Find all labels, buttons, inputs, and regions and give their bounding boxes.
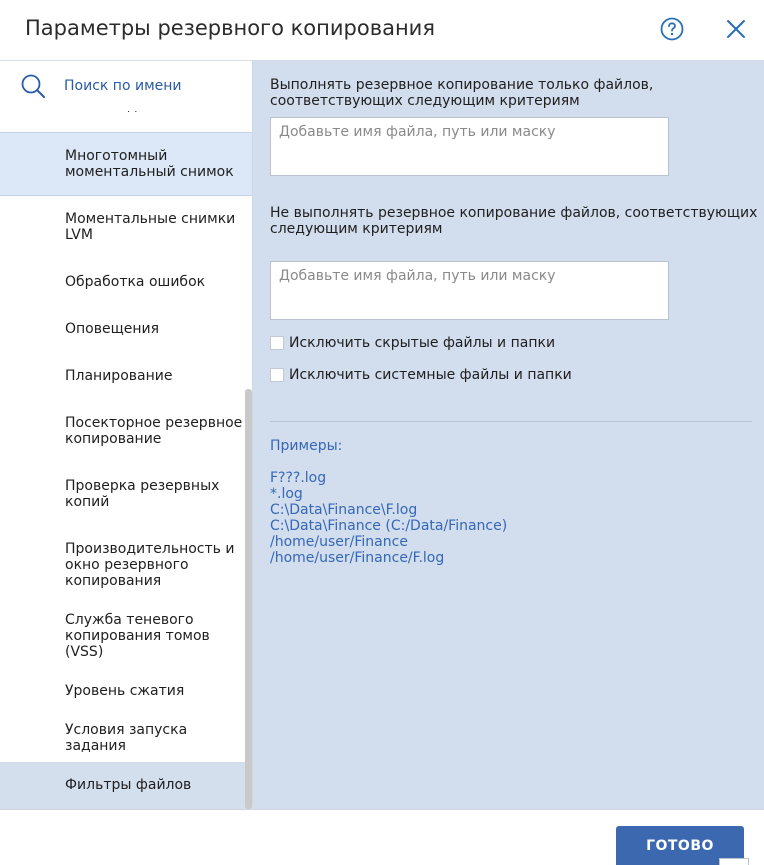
example-item: F???.log xyxy=(270,470,327,486)
sidebar-item-label: Оповещения xyxy=(65,321,160,337)
sidebar-item-label: Фильтры файлов xyxy=(65,777,192,793)
sidebar-item-label: Обработка ошибок xyxy=(65,274,206,290)
sidebar-item-label: Условия запуска задания xyxy=(65,722,188,754)
exclude-criteria-input[interactable] xyxy=(270,261,669,320)
sidebar-item-performance-window[interactable] xyxy=(0,526,252,605)
sidebar-item-label: Моментальные снимки LVM xyxy=(65,211,236,243)
sidebar-item-label: Служба теневого копирования томов (VSS) xyxy=(65,612,210,660)
exclude-criteria-label: Не выполнять резервное копирование файлов, соответствующих следующим критериям xyxy=(270,205,758,237)
search-input[interactable] xyxy=(64,75,244,97)
sidebar-item-scheduling[interactable] xyxy=(0,353,252,400)
sidebar-item-sector-by-sector[interactable] xyxy=(0,400,252,463)
dialog-footer xyxy=(0,809,764,864)
dialog-header xyxy=(0,0,764,61)
search-icon xyxy=(20,73,46,99)
sidebar-item-task-start-conditions[interactable] xyxy=(0,715,252,762)
exclude-system-option[interactable] xyxy=(270,366,572,384)
close-icon[interactable] xyxy=(724,17,748,41)
sidebar-item-label: Проверка резервных копий xyxy=(65,478,220,510)
exclude-hidden-checkbox[interactable] xyxy=(270,336,284,350)
section-divider xyxy=(270,421,752,422)
sidebar-item-vss[interactable] xyxy=(0,605,252,668)
sidebar-item-multivolume-snapshot[interactable] xyxy=(0,132,252,196)
exclude-hidden-label: Исключить скрытые файлы и папки xyxy=(289,335,556,351)
example-item: C:\Data\Finance (C:/Data/Finance) xyxy=(270,518,508,534)
file-filters-panel xyxy=(253,61,764,809)
examples-title: Примеры: xyxy=(270,438,343,454)
exclude-system-checkbox[interactable] xyxy=(270,368,284,382)
sidebar-item-backup-validation[interactable] xyxy=(0,463,252,526)
sidebar-item-file-filters[interactable] xyxy=(0,762,252,809)
sidebar-item-compression-level[interactable] xyxy=(0,668,252,715)
settings-sidebar xyxy=(0,61,253,809)
example-item: C:\Data\Finance\F.log xyxy=(270,502,418,518)
sidebar-scrollbar[interactable] xyxy=(245,389,252,809)
dialog-title: Параметры резервного копирования xyxy=(25,16,435,40)
sidebar-item-error-handling[interactable] xyxy=(0,259,252,306)
include-criteria-label: Выполнять резервное копирование только файлов, соответствующих следующим критериям xyxy=(270,77,654,109)
examples-list xyxy=(270,470,507,566)
exclude-hidden-option[interactable] xyxy=(270,334,555,352)
help-icon[interactable] xyxy=(660,17,684,41)
sidebar-item-label: Посекторное резервное копирование xyxy=(65,415,243,447)
sidebar-search xyxy=(0,61,252,111)
sidebar-item-lvm-snapshots[interactable] xyxy=(0,196,252,259)
sidebar-item-label: Многотомный моментальный снимок xyxy=(65,148,234,180)
done-button[interactable]: ГОТОВО xyxy=(616,826,744,865)
sidebar-item-label: Планирование xyxy=(65,368,173,384)
example-item: /home/user/Finance/F.log xyxy=(270,550,445,566)
example-item: *.log xyxy=(270,486,303,502)
example-item: /home/user/Finance xyxy=(270,534,408,550)
include-criteria-input[interactable] xyxy=(270,117,669,176)
sidebar-item-label: Производительность и окно резервного копирования xyxy=(65,541,235,589)
sidebar-item-label: Уровень сжатия xyxy=(65,683,185,699)
exclude-system-label: Исключить системные файлы и папки xyxy=(289,367,572,383)
sidebar-item-notifications[interactable] xyxy=(0,306,252,353)
